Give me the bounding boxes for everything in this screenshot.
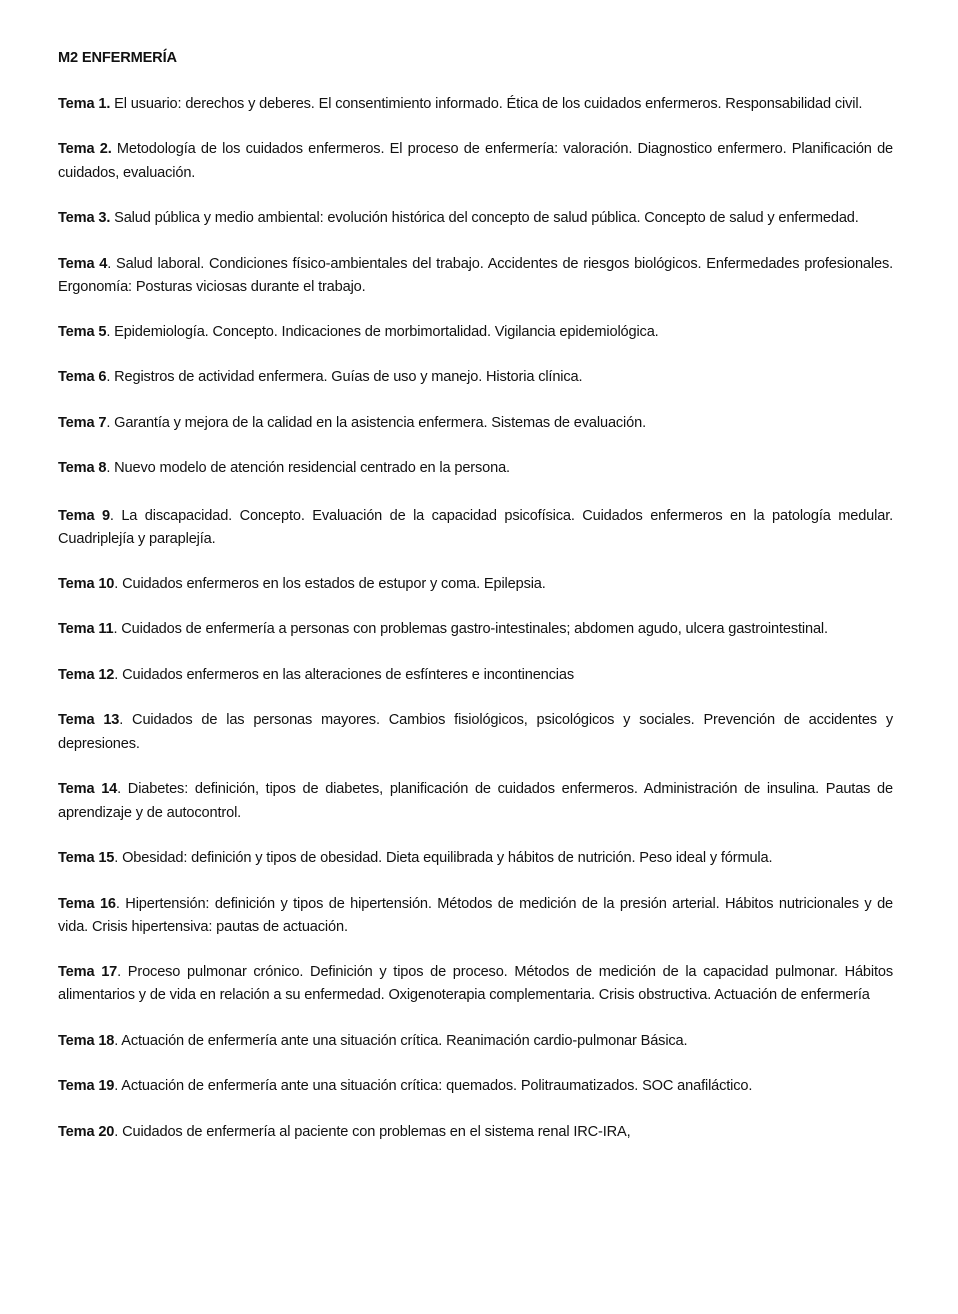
tema-text: Actuación de enfermería ante una situación crítica: quemados. Politraumatizados. SOC anafiláctico. [118, 1078, 753, 1094]
tema-separator: . [117, 781, 122, 797]
tema-text: Cuidados de enfermería al paciente con problemas en el sistema renal IRC-IRA, [118, 1123, 631, 1140]
tema-text: Proceso pulmonar crónico. Definición y tipos de proceso. Métodos de medición de la capacidad pulmonar. Hábitos alimentarios y de vida en relación a su enfermedad. Oxigenoterapia complementaria. Crisis obstructiva. Actuación de enfermería [58, 963, 893, 1003]
tema-label: Tema 18 [58, 1032, 115, 1049]
tema-label: Tema 15 [58, 850, 115, 866]
tema-label: Tema 9 [58, 507, 110, 524]
tema-item [58, 412, 893, 436]
tema-text: Cuidados enfermeros en las alteraciones de esfínteres e incontinencias [118, 666, 574, 683]
tema-item [58, 893, 893, 940]
tema-item [58, 253, 893, 300]
tema-separator: . [106, 369, 111, 385]
tema-separator: . [114, 575, 119, 592]
tema-separator: . [114, 1078, 119, 1094]
tema-item [58, 961, 893, 1008]
tema-label: Tema 7 [58, 414, 107, 431]
tema-item [58, 618, 893, 642]
tema-text: Nuevo modelo de atención residencial centrado en la persona. [110, 460, 510, 476]
tema-label: Tema 10 [58, 575, 115, 592]
tema-label: Tema 2 [58, 141, 108, 157]
tema-text: Cuidados de las personas mayores. Cambios fisiológicos, psicológicos y sociales. Prevención de accidentes y depresiones. [58, 712, 893, 752]
tema-separator: . [106, 95, 111, 112]
tema-label: Tema 5 [58, 323, 107, 340]
tema-text: Salud laboral. Condiciones físico-ambientales del trabajo. Accidentes de riesgos biológicos. Enfermedades profesionales. Ergonomía: Posturas viciosas durante el trabajo. [58, 255, 893, 295]
tema-item [58, 847, 893, 871]
tema-label: Tema 11 [58, 621, 114, 637]
tema-separator: . [106, 323, 111, 340]
tema-label: Tema 6 [58, 369, 107, 385]
tema-separator: . [109, 507, 114, 524]
tema-item [58, 138, 893, 185]
tema-item [58, 664, 893, 688]
tema-separator: . [114, 1123, 119, 1140]
tema-separator: . [106, 460, 111, 476]
tema-item [58, 1075, 893, 1099]
tema-label: Tema 20 [58, 1123, 115, 1140]
tema-label: Tema 19 [58, 1078, 115, 1094]
tema-item [58, 1121, 893, 1145]
tema-text: Obesidad: definición y tipos de obesidad. Dieta equilibrada y hábitos de nutrición. Peso ideal y fórmula. [118, 850, 773, 866]
tema-label: Tema 1 [58, 95, 107, 112]
tema-separator: . [114, 1032, 119, 1049]
tema-text: Cuidados de enfermería a personas con problemas gastro-intestinales; abdomen agudo, ulcera gastrointestinal. [117, 621, 828, 637]
tema-text: Epidemiología. Concepto. Indicaciones de morbimortalidad. Vigilancia epidemiológica. [110, 323, 659, 340]
document-title: M2 ENFERMERÍA [58, 50, 177, 66]
tema-separator: . [113, 621, 118, 637]
tema-text: Cuidados enfermeros en los estados de estupor y coma. Epilepsia. [118, 575, 546, 592]
tema-label: Tema 12 [58, 666, 115, 683]
tema-label: Tema 8 [58, 460, 107, 476]
tema-item [58, 321, 893, 345]
tema-item [58, 1030, 893, 1054]
tema-label: Tema 13 [58, 712, 120, 728]
tema-item [58, 207, 893, 231]
tema-text: Salud pública y medio ambiental: evolución histórica del concepto de salud pública. Concepto de salud y enfermedad. [110, 210, 859, 226]
tema-item [58, 778, 893, 825]
tema-separator: . [114, 666, 119, 683]
tema-separator: . [106, 414, 111, 431]
tema-text: Garantía y mejora de la calidad en la asistencia enfermera. Sistemas de evaluación. [110, 414, 646, 431]
tema-item [58, 457, 893, 481]
tema-item [58, 709, 893, 756]
tema-label: Tema 4 [58, 255, 108, 272]
tema-text: Hipertensión: definición y tipos de hipertensión. Métodos de medición de la presión arterial. Hábitos nutricionales y de vida. Crisis hipertensiva: pautas de actuación. [58, 895, 893, 935]
tema-separator: . [114, 850, 119, 866]
tema-label: Tema 14 [58, 781, 118, 797]
tema-text: Diabetes: definición, tipos de diabetes, planificación de cuidados enfermeros. Administración de insulina. Pautas de aprendizaje y de autocontrol. [58, 781, 893, 821]
tema-text: Registros de actividad enfermera. Guías de uso y manejo. Historia clínica. [110, 369, 583, 385]
tema-label: Tema 16 [58, 895, 116, 912]
tema-separator: . [117, 963, 122, 980]
document-page [58, 47, 893, 1144]
tema-text: Metodología de los cuidados enfermeros. El proceso de enfermería: valoración. Diagnostico enfermero. Planificación de cuidados, evaluación. [58, 141, 894, 181]
tema-item [58, 366, 893, 390]
tema-separator: . [107, 141, 112, 157]
tema-text: Actuación de enfermería ante una situación crítica. Reanimación cardio-pulmonar Básica. [118, 1032, 688, 1049]
tema-label: Tema 3 [58, 210, 107, 226]
tema-item [58, 93, 893, 117]
tema-item [58, 505, 893, 552]
tema-separator: . [106, 210, 111, 226]
tema-separator: . [119, 712, 124, 728]
tema-text: La discapacidad. Concepto. Evaluación de la capacidad psicofísica. Cuidados enfermeros en la patología medular. Cuadriplejía y paraplejía. [58, 507, 893, 547]
tema-text: El usuario: derechos y deberes. El consentimiento informado. Ética de los cuidados enfermeros. Responsabilidad civil. [110, 95, 863, 112]
tema-label: Tema 17 [58, 963, 118, 980]
tema-separator: . [107, 255, 112, 272]
tema-separator: . [115, 895, 120, 912]
tema-item [58, 573, 893, 597]
